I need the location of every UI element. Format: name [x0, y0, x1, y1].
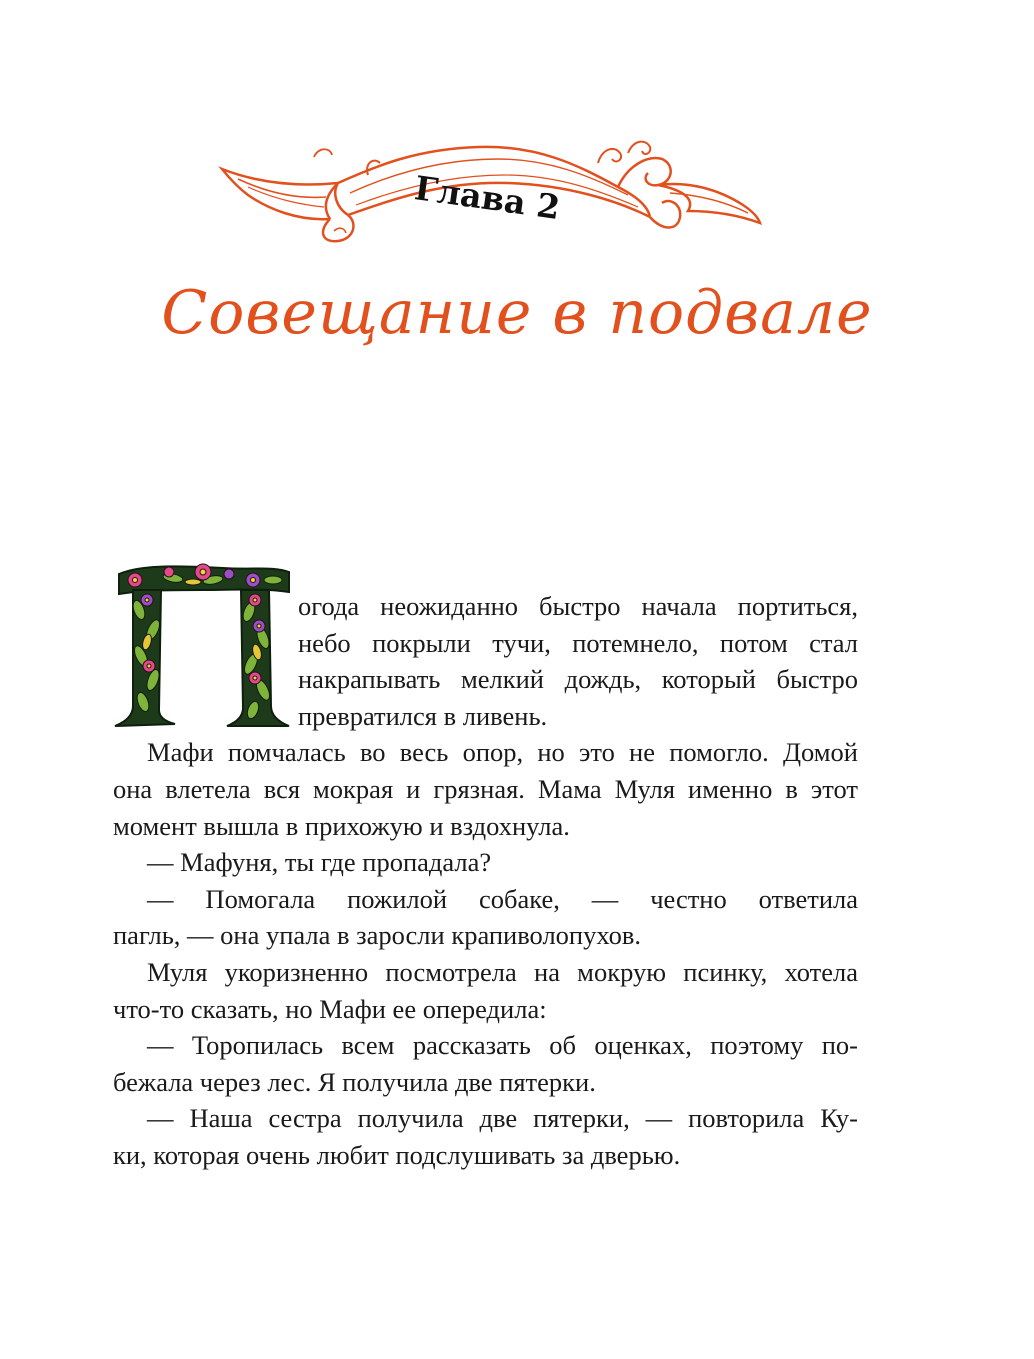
chapter-title: Совещание в подвале — [161, 278, 873, 348]
text-line: превратился в ливень. — [298, 700, 548, 731]
paragraph — [113, 844, 858, 881]
text-line: Муля укоризненно посмотрела на мокрую псинку, хотела — [147, 956, 858, 987]
opening-paragraph — [298, 588, 858, 734]
chapter-body-text — [113, 588, 858, 1174]
text-line: она влетела вся мокрая и грязная. Мама Муля именно в этот — [113, 773, 858, 804]
paragraph — [113, 1100, 858, 1173]
text-line: — Помогала пожилой собаке, — честно ответила — [147, 883, 858, 914]
text-line: бежала через лес. Я получила две пятерки. — [113, 1066, 596, 1097]
text-line: момент вышла в прихожую и вздохнула. — [113, 810, 570, 841]
paragraph — [113, 954, 858, 1027]
text-line: Мафи помчалась во весь опор, но это не помогло. Домой — [147, 737, 858, 768]
text-line: пагль, — она упала в заросли крапиволопухов. — [113, 920, 641, 951]
text-line: огода неожиданно быстро начала портиться, — [298, 591, 858, 621]
paragraph — [113, 734, 858, 844]
chapter-number: Глава 2 — [412, 168, 563, 228]
text-line: ки, которая очень любит подслушивать за дверью. — [113, 1139, 681, 1170]
text-line: — Торопилась всем рассказать об оценках, поэтому по- — [147, 1030, 858, 1061]
text-line: что-то сказать, но Мафи ее опередила: — [113, 993, 547, 1024]
text-line: накрапывать мелкий дождь, который быстро — [298, 664, 858, 695]
text-line: небо покрыли тучи, потемнело, потом стал — [298, 627, 858, 658]
paragraph — [113, 881, 858, 954]
text-line: — Наша сестра получила две пятерки, — повторила Ку- — [147, 1103, 858, 1134]
paragraph — [113, 1027, 858, 1100]
text-line: — Мафуня, ты где пропадала? — [147, 847, 492, 878]
